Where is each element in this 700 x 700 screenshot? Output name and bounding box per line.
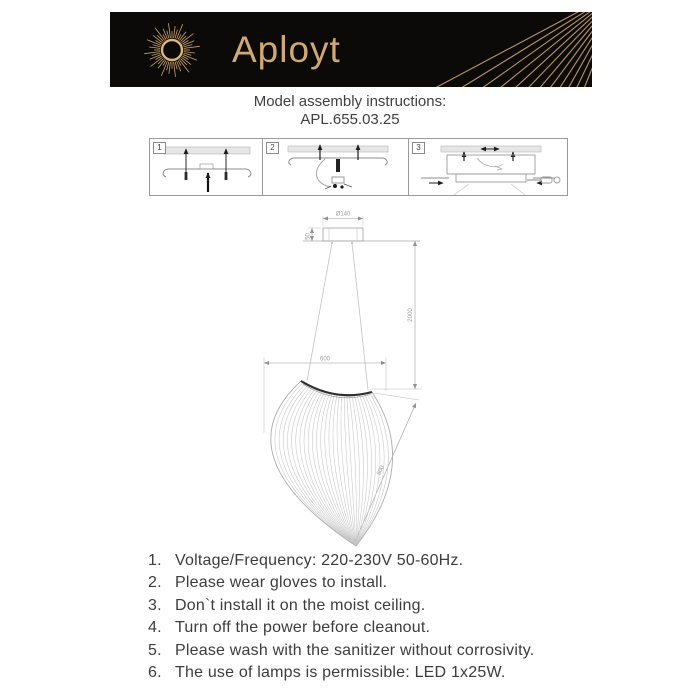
- list-item: [148, 617, 593, 639]
- item-text: Please wash with the sanitizer without corrosivity.: [175, 641, 535, 659]
- page-title: Model assembly instructions:: [253, 93, 447, 110]
- step3-diagram-icon: [409, 139, 567, 195]
- item-number: 6.: [148, 664, 162, 682]
- assembly-steps: [149, 138, 568, 196]
- list-item: [148, 550, 593, 572]
- svg-text:Ø140: Ø140: [335, 211, 351, 218]
- svg-text:600: 600: [319, 356, 331, 363]
- item-text: Please wear gloves to install.: [175, 574, 388, 592]
- brand-wordmark: Aployt: [232, 28, 341, 70]
- step-number: 3: [412, 142, 425, 154]
- svg-text:800: 800: [376, 464, 386, 477]
- item-text: Voltage/Frequency: 220-230V 50-60Hz.: [175, 552, 464, 569]
- suspension-cables: [307, 243, 368, 390]
- list-item: [148, 572, 593, 594]
- dimension-suspension-height: [370, 241, 422, 389]
- step-panel-2: [262, 138, 409, 196]
- item-number: 4.: [148, 619, 162, 637]
- item-text: The use of lamps is permissible: LED 1x25W.: [175, 664, 506, 682]
- assembly-drawing: [120, 205, 580, 550]
- step2-diagram-icon: [263, 139, 408, 195]
- brand-banner: [110, 12, 592, 87]
- item-number: 5.: [148, 641, 162, 659]
- item-text: Turn off the power before cleanout.: [175, 619, 431, 637]
- step-number: 1: [153, 142, 166, 154]
- step-panel-3: [408, 138, 568, 196]
- item-number: 2.: [148, 574, 162, 592]
- item-text: Don`t install it on the moist ceiling.: [175, 596, 426, 614]
- model-number: APL.655.03.25: [300, 111, 400, 128]
- svg-text:2000: 2000: [408, 308, 414, 322]
- step-panel-1: [149, 138, 263, 196]
- item-number: 1.: [148, 552, 162, 569]
- dimension-canopy-diameter: [323, 212, 363, 227]
- list-item: [148, 662, 593, 684]
- list-item: [148, 640, 593, 662]
- light-rays-icon: [110, 12, 592, 87]
- instruction-list: [148, 550, 593, 684]
- svg-text:50: 50: [305, 233, 312, 240]
- item-number: 3.: [148, 596, 162, 614]
- step1-diagram-icon: [150, 139, 262, 195]
- step-number: 2: [266, 142, 279, 154]
- list-item: [148, 595, 593, 617]
- canopy-drawing: [303, 228, 420, 244]
- dimension-canopy-height: [306, 228, 322, 241]
- shade-drawing: [271, 381, 393, 546]
